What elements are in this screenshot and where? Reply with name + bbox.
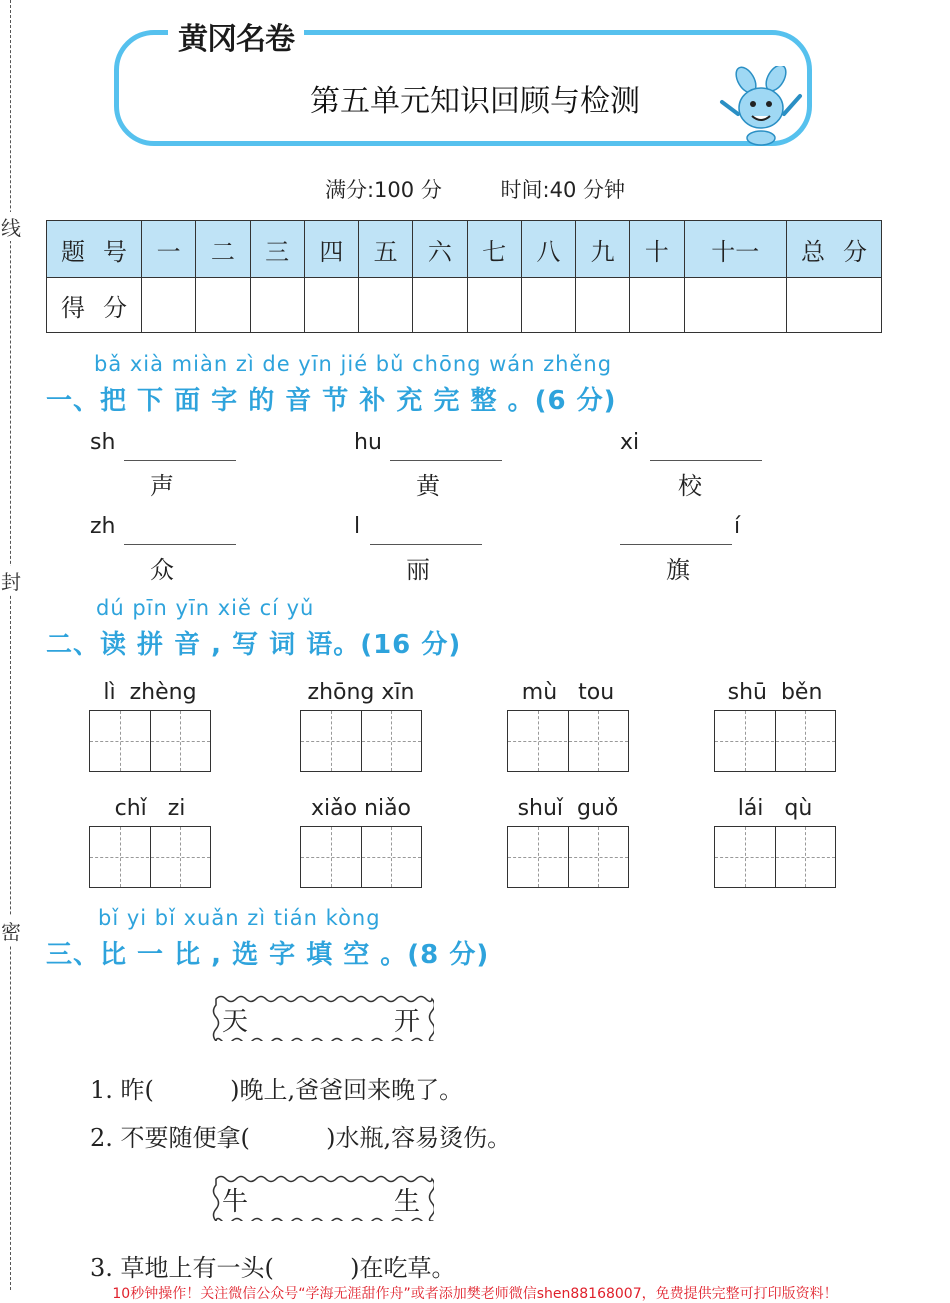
- section3-score: 。(8 分): [380, 940, 490, 970]
- section3-pinyin: bǐ yi bǐ xuǎn zì tián kòng: [98, 906, 381, 930]
- choice-char: 牛: [222, 1187, 249, 1217]
- fill-pinyin-suffix: í: [734, 514, 741, 539]
- grid-dash: [715, 857, 835, 858]
- binding-label-xian: 线: [0, 212, 22, 241]
- score-table-col: 五: [359, 221, 413, 278]
- char-group-box: [210, 993, 434, 1041]
- score-table-col: 四: [304, 221, 358, 278]
- section3-title-text: 三、比 一 比 , 选 字 填 空: [46, 940, 381, 970]
- logo-text: 黄冈名卷: [178, 22, 294, 57]
- binding-label-feng: 封: [0, 566, 22, 595]
- grid-dash: [301, 857, 421, 858]
- writing-grid[interactable]: [89, 826, 211, 888]
- choice-char: 天: [222, 1007, 249, 1037]
- score-cell[interactable]: [304, 278, 358, 333]
- fill-char: 旗: [666, 556, 690, 584]
- time-limit: 时间:40 分钟: [500, 178, 625, 202]
- score-table-score-row: [47, 278, 882, 333]
- score-table-col: 八: [521, 221, 575, 278]
- score-table: [46, 220, 882, 333]
- rabbit-icon: [716, 66, 806, 146]
- fill-char: 丽: [406, 556, 430, 584]
- writing-grid[interactable]: [300, 710, 422, 772]
- score-cell[interactable]: [413, 278, 467, 333]
- section1-pinyin: bǎ xià miàn zì de yīn jié bǔ chōng wán zhěng: [94, 352, 613, 376]
- sentence-1: 1. 昨( )晚上,爸爸回来晚了。: [90, 1076, 464, 1104]
- score-cell[interactable]: [196, 278, 250, 333]
- section1-score: 。(6 分): [507, 386, 617, 416]
- score-table-col: 一: [142, 221, 196, 278]
- score-table-col: 十一: [684, 221, 787, 278]
- fill-char: 众: [150, 556, 174, 584]
- section2-pinyin: dú pīn yīn xiě cí yǔ: [96, 596, 315, 620]
- score-table-col: 六: [413, 221, 467, 278]
- score-cell[interactable]: [787, 278, 882, 333]
- fill-pinyin: hu: [354, 430, 382, 455]
- fill-pinyin: xi: [620, 430, 640, 455]
- page-title: 第五单元知识回顾与检测: [310, 84, 640, 119]
- section2-title: [46, 624, 461, 661]
- footer-notice: 10秒钟操作！关注微信公众号“学海无涯甜作舟”或者添加樊老师微信shen88168007，免费提供完整可打印版资料！: [112, 1286, 838, 1302]
- section1-title-text: 一、把 下 面 字 的 音 节 补 充 完 整: [46, 386, 508, 416]
- writing-grid[interactable]: [714, 710, 836, 772]
- word-pinyin: mù tou: [521, 680, 615, 705]
- section1-title: [46, 380, 617, 417]
- word-pinyin: zhōng xīn: [307, 680, 415, 705]
- section3-title: [46, 934, 489, 971]
- score-table-col: 十: [630, 221, 684, 278]
- score-table-header-label: 题号: [47, 221, 142, 278]
- score-cell[interactable]: [250, 278, 304, 333]
- fill-blank[interactable]: [124, 460, 236, 461]
- score-cell[interactable]: [359, 278, 413, 333]
- logo: [168, 14, 304, 58]
- word-pinyin: lì zhèng: [103, 680, 197, 705]
- writing-grid[interactable]: [714, 826, 836, 888]
- exam-meta: [0, 174, 950, 204]
- fill-pinyin: sh: [90, 430, 116, 455]
- word-pinyin: xiǎo niǎo: [310, 796, 412, 821]
- score-table-col: 二: [196, 221, 250, 278]
- word-pinyin: shū běn: [727, 680, 823, 705]
- choice-char: 生: [394, 1187, 421, 1217]
- grid-dash: [508, 857, 628, 858]
- word-pinyin: chǐ zi: [114, 796, 186, 821]
- word-pinyin: shuǐ guǒ: [517, 796, 619, 821]
- sentence-2: 2. 不要随便拿( )水瓶,容易烫伤。: [90, 1124, 512, 1152]
- fill-pinyin: zh: [90, 514, 116, 539]
- score-cell[interactable]: [142, 278, 196, 333]
- word-pinyin: lái qù: [737, 796, 813, 821]
- fill-blank[interactable]: [390, 460, 502, 461]
- writing-grid[interactable]: [300, 826, 422, 888]
- section2-title-text: 二、读 拼 音 , 写 词 语: [46, 630, 334, 660]
- full-score: 满分:100 分: [324, 178, 442, 202]
- choice-char: 开: [394, 1007, 421, 1037]
- writing-grid[interactable]: [89, 710, 211, 772]
- score-table-row-label: 得分: [47, 278, 142, 333]
- score-table-header-row: [47, 221, 882, 278]
- section2-score: 。(16 分): [333, 630, 462, 660]
- binding-label-mi: 密: [0, 916, 22, 945]
- writing-grid[interactable]: [507, 710, 629, 772]
- grid-dash: [715, 741, 835, 742]
- grid-dash: [90, 741, 210, 742]
- sentence-3: 3. 草地上有一头( )在吃草。: [90, 1254, 456, 1282]
- score-cell[interactable]: [467, 278, 521, 333]
- grid-dash: [508, 741, 628, 742]
- fill-blank[interactable]: [124, 544, 236, 545]
- fill-blank[interactable]: [620, 544, 732, 545]
- score-cell[interactable]: [684, 278, 787, 333]
- score-table-col: 九: [576, 221, 630, 278]
- score-cell[interactable]: [630, 278, 684, 333]
- score-cell[interactable]: [521, 278, 575, 333]
- fill-char: 声: [150, 472, 174, 500]
- fill-char: 校: [678, 472, 702, 500]
- grid-dash: [90, 857, 210, 858]
- fill-blank[interactable]: [650, 460, 762, 461]
- score-table-col: 七: [467, 221, 521, 278]
- fill-char: 黄: [416, 472, 440, 500]
- char-group-box: [210, 1173, 434, 1221]
- writing-grid[interactable]: [507, 826, 629, 888]
- score-table-col: 三: [250, 221, 304, 278]
- fill-pinyin: l: [354, 514, 361, 539]
- fill-blank[interactable]: [370, 544, 482, 545]
- score-cell[interactable]: [576, 278, 630, 333]
- grid-dash: [301, 741, 421, 742]
- score-table-total-label: 总分: [787, 221, 882, 278]
